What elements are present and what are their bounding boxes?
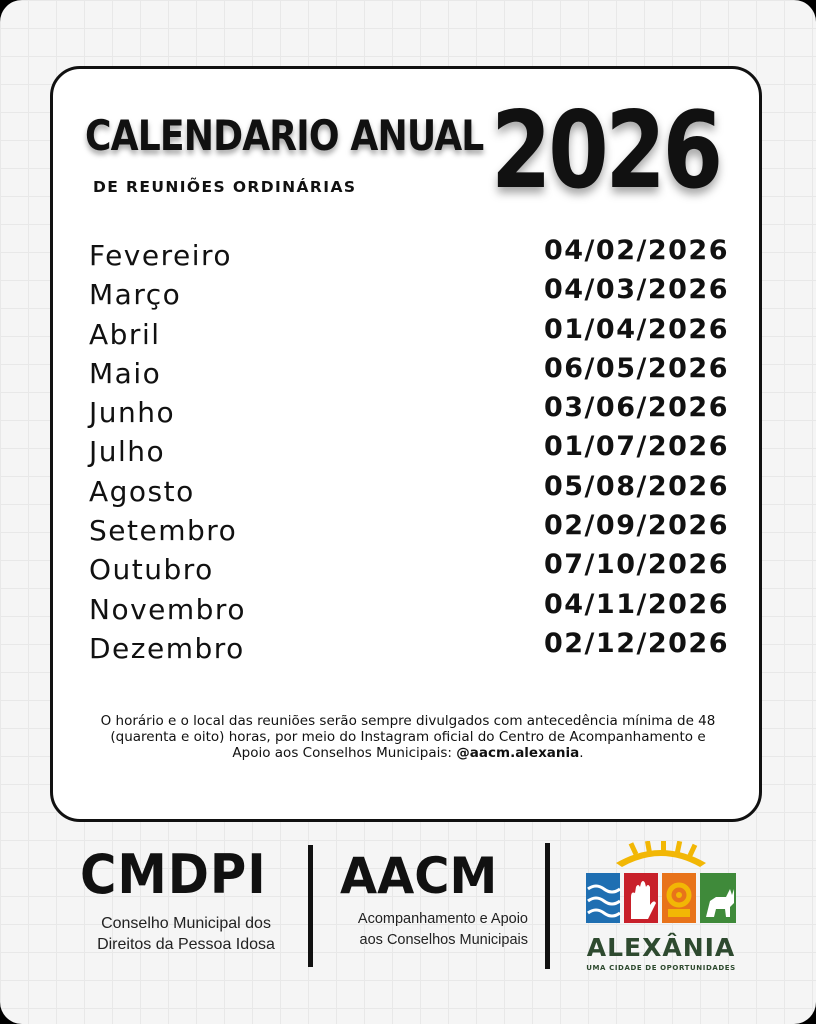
schedule-row bbox=[89, 274, 729, 313]
schedule-list bbox=[89, 235, 729, 667]
schedule-row bbox=[89, 510, 729, 549]
meeting-date: 03/06/2026 bbox=[543, 392, 729, 424]
meeting-date: 07/10/2026 bbox=[543, 549, 729, 581]
month-label: Setembro bbox=[89, 514, 238, 548]
month-label: Julho bbox=[89, 435, 166, 469]
meeting-date: 04/02/2026 bbox=[543, 235, 729, 266]
month-label: Junho bbox=[89, 396, 176, 430]
note-text: O horário e o local das reuniões serão sempre divulgados com antecedência mínima de 48 (quarenta e oito) horas, por meio do Instagram oficial do Centro de Acompanhamento e Apoio aos Conselhos Municipais: bbox=[100, 713, 716, 761]
footer-divider bbox=[545, 843, 550, 969]
schedule-row bbox=[89, 589, 729, 628]
instagram-handle: @aacm.alexania bbox=[456, 745, 580, 761]
calendar-title: CALENDARIO ANUAL bbox=[85, 111, 484, 160]
alexania-emblem-icon bbox=[576, 841, 746, 936]
schedule-row bbox=[89, 471, 729, 510]
schedule-row bbox=[89, 628, 729, 667]
alexania-logo bbox=[576, 841, 746, 981]
meeting-date: 02/09/2026 bbox=[543, 510, 729, 542]
calendar-subtitle: DE REUNIÕES ORDINÁRIAS bbox=[93, 178, 357, 196]
month-label: Fevereiro bbox=[89, 239, 233, 272]
calendar-year: 2026 bbox=[491, 89, 720, 212]
note-end: . bbox=[579, 745, 584, 761]
meeting-date: 01/04/2026 bbox=[543, 313, 729, 345]
month-label: Outubro bbox=[89, 553, 214, 587]
month-label: Maio bbox=[89, 356, 162, 390]
meeting-date: 06/05/2026 bbox=[543, 352, 729, 384]
meeting-date: 05/08/2026 bbox=[543, 470, 729, 502]
alexania-tagline: UMA CIDADE DE OPORTUNIDADES bbox=[586, 964, 736, 972]
footer-divider bbox=[308, 845, 313, 967]
month-label: Abril bbox=[89, 317, 161, 351]
schedule-row bbox=[89, 392, 729, 431]
schedule-row bbox=[89, 314, 729, 353]
schedule-row bbox=[89, 235, 729, 274]
cmdpi-logo-text: CMDPI bbox=[80, 843, 267, 906]
footer bbox=[0, 835, 816, 995]
alexania-logo-text: ALEXÂNIA bbox=[586, 933, 736, 962]
schedule-row bbox=[89, 549, 729, 588]
calendar-card bbox=[50, 66, 762, 822]
schedule-row bbox=[89, 431, 729, 470]
month-label: Novembro bbox=[89, 592, 246, 626]
aacm-description: Acompanhamento e Apoio aos Conselhos Municipais bbox=[357, 911, 528, 948]
meeting-date: 04/03/2026 bbox=[543, 274, 729, 306]
disclaimer-note bbox=[93, 713, 723, 761]
schedule-row bbox=[89, 353, 729, 392]
meeting-date: 02/12/2026 bbox=[543, 627, 729, 659]
aacm-logo-text: AACM bbox=[340, 847, 498, 905]
cmdpi-description: Conselho Municipal dos Direitos da Pessoa Idosa bbox=[97, 915, 275, 953]
meeting-date: 01/07/2026 bbox=[543, 431, 729, 463]
month-label: Março bbox=[89, 278, 182, 312]
month-label: Dezembro bbox=[89, 631, 245, 665]
month-label: Agosto bbox=[89, 474, 195, 508]
meeting-date: 04/11/2026 bbox=[543, 588, 729, 620]
